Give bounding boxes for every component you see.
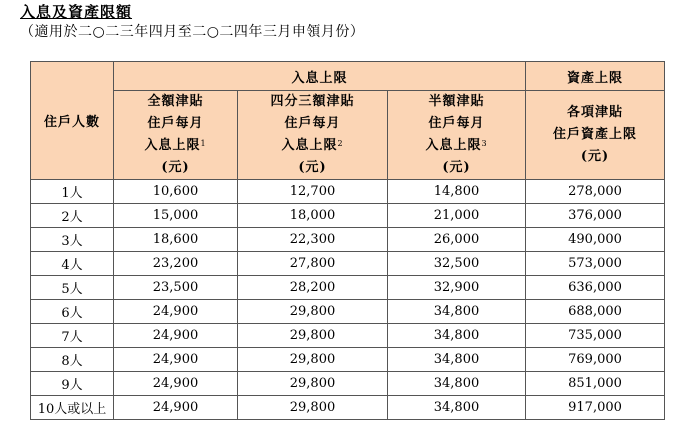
full-rate-line1: 全額津貼 [147, 94, 204, 109]
three-quarter-rate-header [238, 91, 388, 180]
household-size-cell: 8人 [31, 348, 114, 372]
assets-header [526, 91, 665, 180]
assets-line2: 住戶資產上限 [553, 127, 638, 142]
household-size-cell: 6人 [31, 300, 114, 324]
full-rate-cell: 24,900 [114, 348, 238, 372]
table-body [31, 180, 665, 420]
household-size-cell: 7人 [31, 324, 114, 348]
table-row [31, 372, 665, 396]
full-rate-cell: 18,600 [114, 228, 238, 252]
household-size-cell: 5人 [31, 276, 114, 300]
asset-limit-cell: 490,000 [526, 228, 665, 252]
table-row [31, 276, 665, 300]
full-rate-note: 1 [200, 139, 207, 148]
half-rate-cell: 21,000 [388, 204, 526, 228]
half-rate-unit: (元) [442, 160, 471, 175]
table-row [31, 252, 665, 276]
table-row [31, 348, 665, 372]
full-rate-cell: 23,500 [114, 276, 238, 300]
header-row-top [31, 62, 665, 91]
household-size-cell: 4人 [31, 252, 114, 276]
limits-table [30, 61, 665, 420]
household-size-cell: 2人 [31, 204, 114, 228]
page-subtitle: （適用於二○二三年四月至二○二四年三月申領月份） [20, 24, 365, 40]
asset-limit-cell: 851,000 [526, 372, 665, 396]
three-quarter-line3-wrap [238, 135, 387, 157]
asset-limit-cell: 917,000 [526, 396, 665, 420]
table-header [31, 62, 665, 180]
table-row [31, 324, 665, 348]
assets-line1: 各項津貼 [567, 105, 624, 120]
three-quarter-line2: 住戶每月 [284, 116, 341, 131]
header-row-sub [31, 91, 665, 180]
full-rate-cell: 24,900 [114, 324, 238, 348]
half-rate-cell: 34,800 [388, 372, 526, 396]
full-rate-line3-wrap [114, 135, 237, 157]
three-quarter-rate-cell: 29,800 [238, 396, 388, 420]
half-rate-note: 3 [481, 139, 488, 148]
household-size-header: 住戶人數 [31, 62, 114, 180]
half-rate-cell: 34,800 [388, 396, 526, 420]
full-rate-cell: 23,200 [114, 252, 238, 276]
half-rate-cell: 34,800 [388, 324, 526, 348]
asset-limit-cell: 636,000 [526, 276, 665, 300]
half-rate-line2: 住戶每月 [428, 116, 485, 131]
three-quarter-rate-cell: 22,300 [238, 228, 388, 252]
half-rate-header [388, 91, 526, 180]
three-quarter-line1: 四分三額津貼 [270, 94, 355, 109]
household-size-cell: 10人或以上 [31, 396, 114, 420]
three-quarter-rate-cell: 29,800 [238, 300, 388, 324]
three-quarter-rate-cell: 29,800 [238, 348, 388, 372]
half-rate-cell: 14,800 [388, 180, 526, 204]
three-quarter-line3: 入息上限 [281, 138, 338, 153]
full-rate-cell: 24,900 [114, 396, 238, 420]
asset-limit-header: 資產上限 [526, 62, 665, 91]
three-quarter-note: 2 [337, 139, 344, 148]
full-rate-header [114, 91, 238, 180]
asset-limit-cell: 735,000 [526, 324, 665, 348]
full-rate-cell: 24,900 [114, 372, 238, 396]
three-quarter-rate-cell: 29,800 [238, 372, 388, 396]
three-quarter-rate-cell: 27,800 [238, 252, 388, 276]
table-row [31, 204, 665, 228]
page-title: 入息及資產限額 [20, 3, 133, 21]
full-rate-unit: (元) [161, 160, 190, 175]
full-rate-cell: 24,900 [114, 300, 238, 324]
half-rate-cell: 34,800 [388, 300, 526, 324]
assets-unit: (元) [580, 149, 610, 164]
half-rate-cell: 32,500 [388, 252, 526, 276]
half-rate-line1: 半額津貼 [428, 94, 485, 109]
full-rate-cell: 10,600 [114, 180, 238, 204]
three-quarter-rate-cell: 28,200 [238, 276, 388, 300]
three-quarter-unit: (元) [298, 160, 327, 175]
table-row [31, 228, 665, 252]
asset-limit-cell: 688,000 [526, 300, 665, 324]
half-rate-line3: 入息上限 [425, 138, 482, 153]
half-rate-cell: 32,900 [388, 276, 526, 300]
household-size-cell: 1人 [31, 180, 114, 204]
three-quarter-rate-cell: 29,800 [238, 324, 388, 348]
household-size-cell: 3人 [31, 228, 114, 252]
half-rate-cell: 34,800 [388, 348, 526, 372]
full-rate-line3: 入息上限 [144, 138, 201, 153]
table-row [31, 300, 665, 324]
income-limit-header: 入息上限 [114, 62, 526, 91]
asset-limit-cell: 769,000 [526, 348, 665, 372]
three-quarter-rate-cell: 12,700 [238, 180, 388, 204]
table-row [31, 396, 665, 420]
three-quarter-rate-cell: 18,000 [238, 204, 388, 228]
half-rate-cell: 26,000 [388, 228, 526, 252]
household-size-cell: 9人 [31, 372, 114, 396]
asset-limit-cell: 376,000 [526, 204, 665, 228]
table-row [31, 180, 665, 204]
asset-limit-cell: 573,000 [526, 252, 665, 276]
full-rate-line2: 住戶每月 [147, 116, 204, 131]
asset-limit-cell: 278,000 [526, 180, 665, 204]
half-rate-line3-wrap [388, 135, 525, 157]
full-rate-cell: 15,000 [114, 204, 238, 228]
